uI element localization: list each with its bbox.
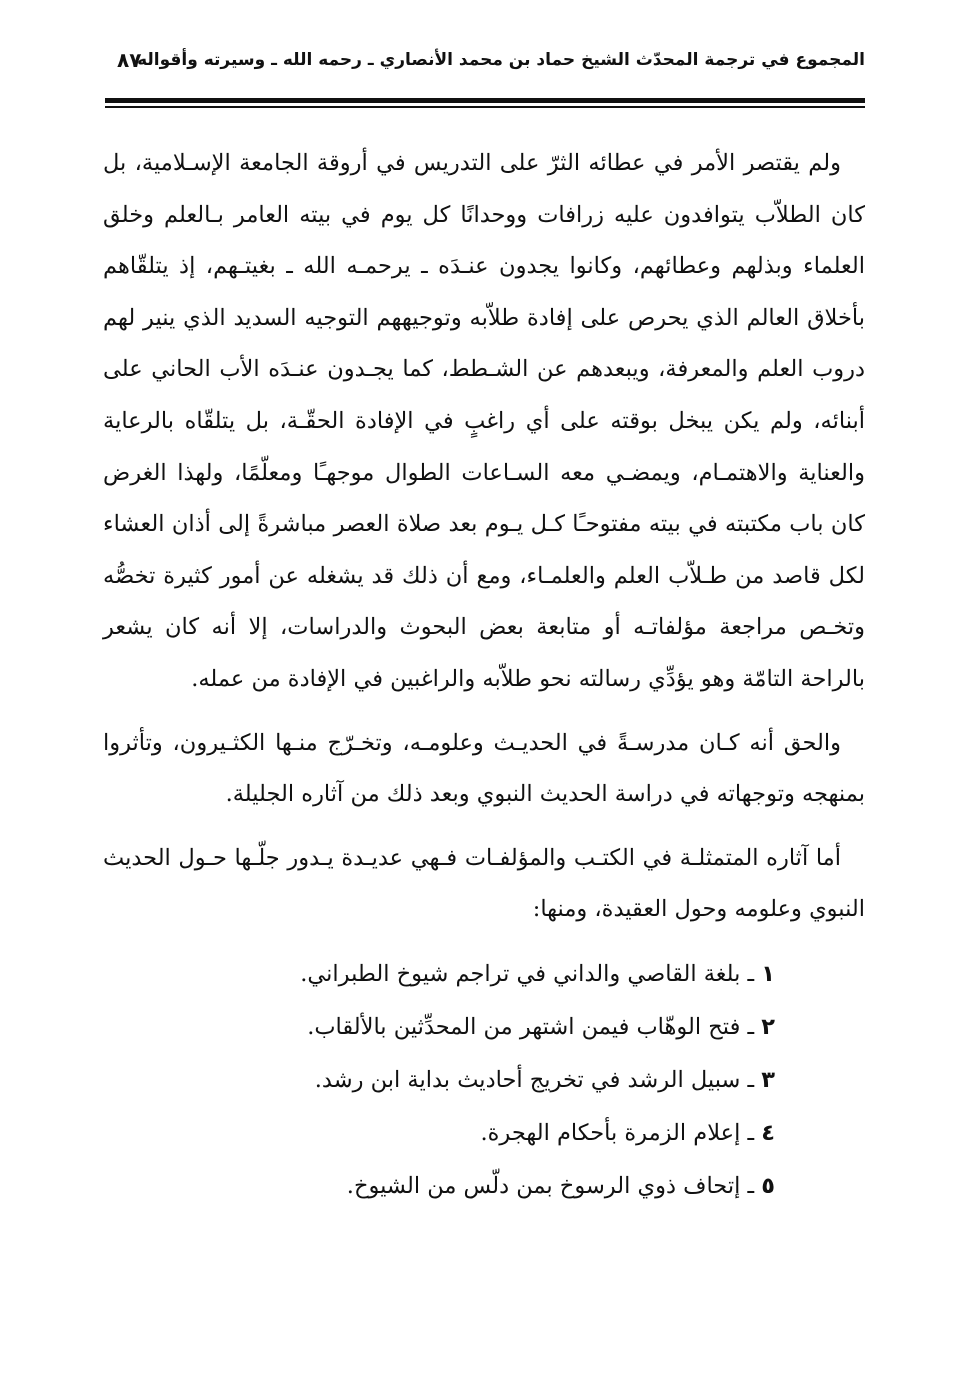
item-number: ٤: [761, 1119, 775, 1146]
item-title: إتحاف ذوي الرسوخ بمن دلّس من الشيوخ.: [346, 1172, 741, 1199]
running-header: [105, 46, 865, 86]
paragraph: أما آثاره المتمثلـة في الكتـب والمؤلفـات فـهي عديـدة يـدور جلّـها حـول الحديث النبوي وعلومه وحول العقيدة، ومنها:: [103, 844, 865, 923]
item-title: سبيل الرشد في تخريج أحاديث بداية ابن رشد.: [314, 1066, 741, 1093]
item-separator: ـ: [740, 1013, 755, 1040]
item-separator: ـ: [740, 1066, 755, 1093]
header-rule-thin: [105, 106, 865, 108]
list-item: [103, 1001, 775, 1054]
item-number: ٣: [761, 1066, 775, 1093]
item-number: ٥: [761, 1172, 775, 1199]
item-number: ١: [761, 960, 775, 987]
paragraph: ولم يقتصر الأمر في عطائه الثرّ على التدريس في أروقة الجامعة الإسـلامية، بل كان الطلاّب يتوافدون عليه زرافات ووحدانًا كل يوم في بيته العامر بـالعلم وخلق العلماء وبذلهم وعطائهم، وكانوا يجدون عنـدَه ـ يرحمـه الله ـ بغيتـهم، إذ يتلقّاهم بأخلاق العالم الذي يحرص على إفادة طلاّبه وتوجيههم التوجيه السديد الذي ينير لهم دروب العلم والمعرفة، ويبعدهم عن الشـطط، كما يجـدون عنـدَه الأب الحاني على أبنائه، ولم يكن يبخل بوقته على أي راغبٍ في الإفادة الحقّـة، بل يتلقّاه بالرعاية والعناية والاهتمـام، ويمضـي معه السـاعات الطوال موجهـًا ومعلّمًا، ولهذا الغرض كان باب مكتبته في بيته مفتوحـًا كـل يـوم بعد صلاة العصر مباشرةً إلى أذان العشاء لكل قاصد من طـلاّب العلم والعلمـاء، ومع أن ذلك قد يشغله عن أمور كثيرة تخصُّه وتخـص مراجعة مؤلفاتـه أو متابعة بعض البحوث والدراسات، إلا أنه كان يشعر بالراحة التامّة وهو يؤدِّي رسالته نحو طلاّبه والراغبين في الإفادة من عمله.: [103, 150, 865, 692]
item-number: ٢: [761, 1013, 775, 1040]
item-separator: ـ: [740, 1119, 755, 1146]
item-title: إعلام الزمرة بأحكام الهجرة.: [480, 1119, 741, 1146]
item-separator: ـ: [740, 1172, 755, 1199]
list-item: [103, 1054, 775, 1107]
works-list: [103, 948, 865, 1213]
list-item: [103, 1107, 775, 1160]
item-separator: ـ: [740, 960, 755, 987]
list-item: [103, 948, 775, 1001]
item-title: بلغة القاصي والداني في تراجم شيوخ الطبراني.: [300, 960, 741, 987]
page-body: [103, 138, 865, 1213]
item-title: فتح الوهّاب فيمن اشتهر من المحدِّثين بالألقاب.: [307, 1013, 741, 1040]
paragraph: والحق أنه كـان مدرسـةً في الحديـث وعلومـه، وتخـرّج منـها الكثـيرون، وتأثروا بمنهجه وتوجهاته في دراسة الحديث النبوي وبعد ذلك من آثاره الجليلة.: [103, 729, 865, 808]
list-item: [103, 1160, 775, 1213]
header-rule-thick: [105, 98, 865, 103]
page-number: ٨٧: [117, 48, 142, 72]
running-title: المجموع في ترجمة المحدّث الشيخ حماد بن محمد الأنصاري ـ رحمه الله ـ وسيرته وأقواله: [137, 50, 865, 70]
